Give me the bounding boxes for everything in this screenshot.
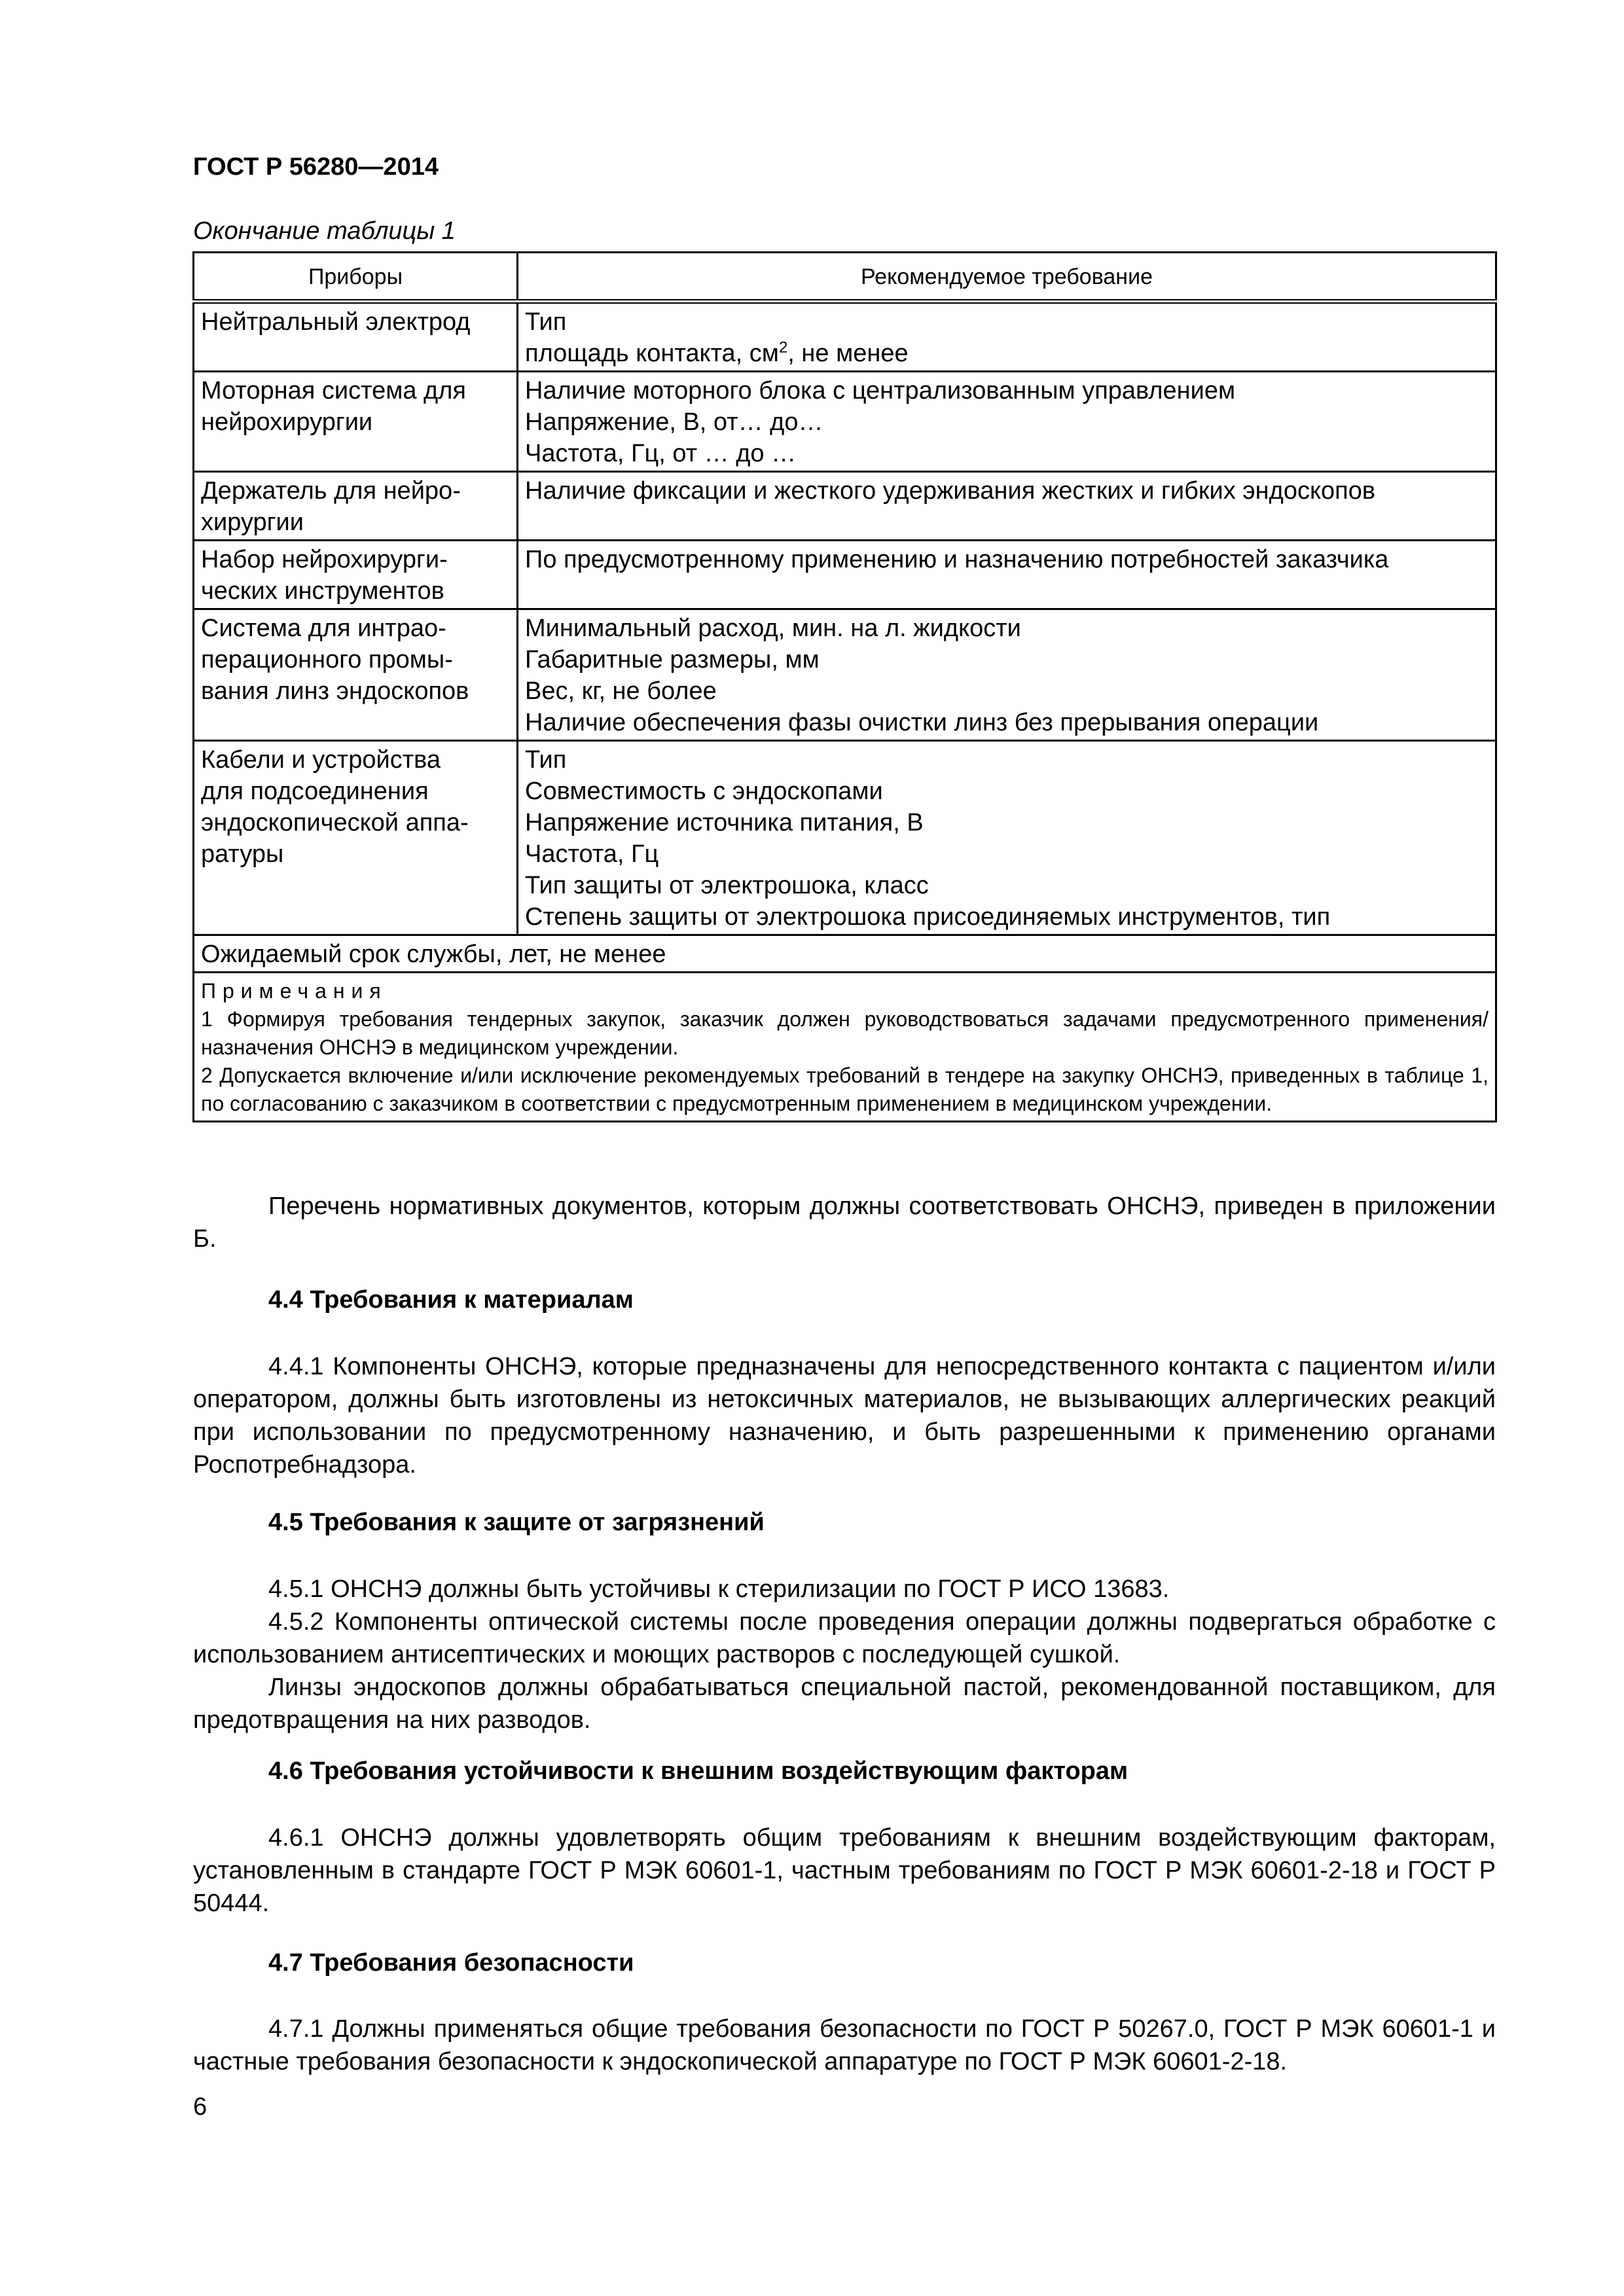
- table-row: [194, 372, 1496, 472]
- requirement-cell: Тип площадь контакта, $см^2$, не менее: [518, 302, 1496, 372]
- section-heading-4-4: 4.4 Требования к материалам: [268, 1286, 634, 1314]
- note-item: 2 Допускается включение и/или исключение рекомендуемых требований в тендере на закупку ОНСНЭ, приведенных в таблице 1, по согласованию с заказчиком в соответствии с предусмотренным применением в медицинском учреждении.: [201, 1064, 1489, 1115]
- requirement-cell: Минимальный расход, мин. на л. жидкости Габаритные размеры, мм Вес, кг, не более Наличие обеспечения фазы очистки линз без прерывания операции: [518, 609, 1496, 741]
- requirement-cell: Наличие моторного блока с централизованным управлением Напряжение, В, от… до… Частота, Гц, от … до …: [518, 372, 1496, 472]
- device-cell: Нейтральный электрод: [194, 302, 518, 372]
- paragraph-lens: Линзы эндоскопов должны обрабатываться специальной пастой, рекомендованной поставщиком, для предотвращения на них разводов.: [193, 1674, 1496, 1734]
- device-cell: Кабели и устройства для подсоединения эндоскопической аппа- ратуры: [194, 741, 518, 935]
- paragraph-4-6-1: 4.6.1 ОНСНЭ должны удовлетворять общим требованиям к внешним воздействующим факторам, установленным в стандарте ГОСТ Р МЭК 60601-1, частным требованиям по ГОСТ Р МЭК 60601-2-18 и ГОСТ Р 50444.: [193, 1824, 1496, 1917]
- table-caption: Окончание таблицы 1: [193, 217, 456, 245]
- notes-title: Примечания: [201, 979, 388, 1003]
- table-row: [194, 302, 1496, 372]
- device-cell: Держатель для нейро- хирургии: [194, 472, 518, 541]
- paragraph-4-7-1: 4.7.1 Должны применяться общие требования безопасности по ГОСТ Р 50267.0, ГОСТ Р МЭК 60601-1 и частные требования безопасности к эндоскопической аппаратуре по ГОСТ Р МЭК 60601-2-18.: [193, 2015, 1496, 2075]
- paragraph-4-5-2: 4.5.2 Компоненты оптической системы после проведения операции должны подвергаться обработке с использованием антисептических и моющих растворов с последующей сушкой.: [193, 1608, 1496, 1668]
- paragraph-4-5-1: 4.5.1 ОНСНЭ должны быть устойчивы к стерилизации по ГОСТ Р ИСО 13683.: [268, 1575, 1170, 1603]
- requirements-table: [192, 251, 1497, 1122]
- table-row: [194, 741, 1496, 935]
- page-number: 6: [193, 2093, 208, 2121]
- paragraph-normative-list: Перечень нормативных документов, которым должны соответствовать ОНСНЭ, приведен в приложении Б.: [193, 1193, 1496, 1253]
- device-cell: Набор нейрохирурги- ческих инструментов: [194, 541, 518, 609]
- section-heading-4-7: 4.7 Требования безопасности: [268, 1949, 634, 1977]
- section-heading-4-6: 4.6 Требования устойчивости к внешним воздействующим факторам: [268, 1757, 1128, 1785]
- table-row: [194, 541, 1496, 609]
- table-row: [194, 472, 1496, 541]
- requirement-cell: Наличие фиксации и жесткого удерживания жестких и гибких эндоскопов: [518, 472, 1496, 541]
- device-cell: Система для интрао- перационного промы- вания линз эндоскопов: [194, 609, 518, 741]
- table-header-row: [194, 253, 1496, 302]
- device-cell: Моторная система для нейрохирургии: [194, 372, 518, 472]
- requirement-cell: Тип Совместимость с эндоскопами Напряжение источника питания, В Частота, Гц Тип защиты от электрошока, класс Степень защиты от электрошока присоединяемых инструментов, тип: [518, 741, 1496, 935]
- notes-cell: [194, 973, 1496, 1122]
- table-row: [194, 609, 1496, 741]
- section-heading-4-5: 4.5 Требования к защите от загрязнений: [268, 1509, 765, 1536]
- service-life-cell: Ожидаемый срок службы, лет, не менее: [194, 935, 1496, 973]
- column-header-devices: Приборы: [194, 253, 518, 302]
- column-header-requirement: Рекомендуемое требование: [518, 253, 1496, 302]
- table-row-service-life: [194, 935, 1496, 973]
- requirement-cell: По предусмотренному применению и назначению потребностей заказчика: [518, 541, 1496, 609]
- note-item: 1 Формируя требования тендерных закупок, заказчик должен руководствоваться задачами предусмотренного применения/назначения ОНСНЭ в медицинском учреждении.: [201, 1007, 1489, 1059]
- document-code: ГОСТ Р 56280—2014: [193, 153, 439, 181]
- table-row-notes: [194, 973, 1496, 1122]
- paragraph-4-4-1: 4.4.1 Компоненты ОНСНЭ, которые предназначены для непосредственного контакта с пациентом и/или оператором, должны быть изготовлены из нетоксичных материалов, не вызывающих аллергических реакций при использовании по предусмотренному назначению, и быть разрешенными к применению органами Роспотребнадзора.: [193, 1353, 1496, 1479]
